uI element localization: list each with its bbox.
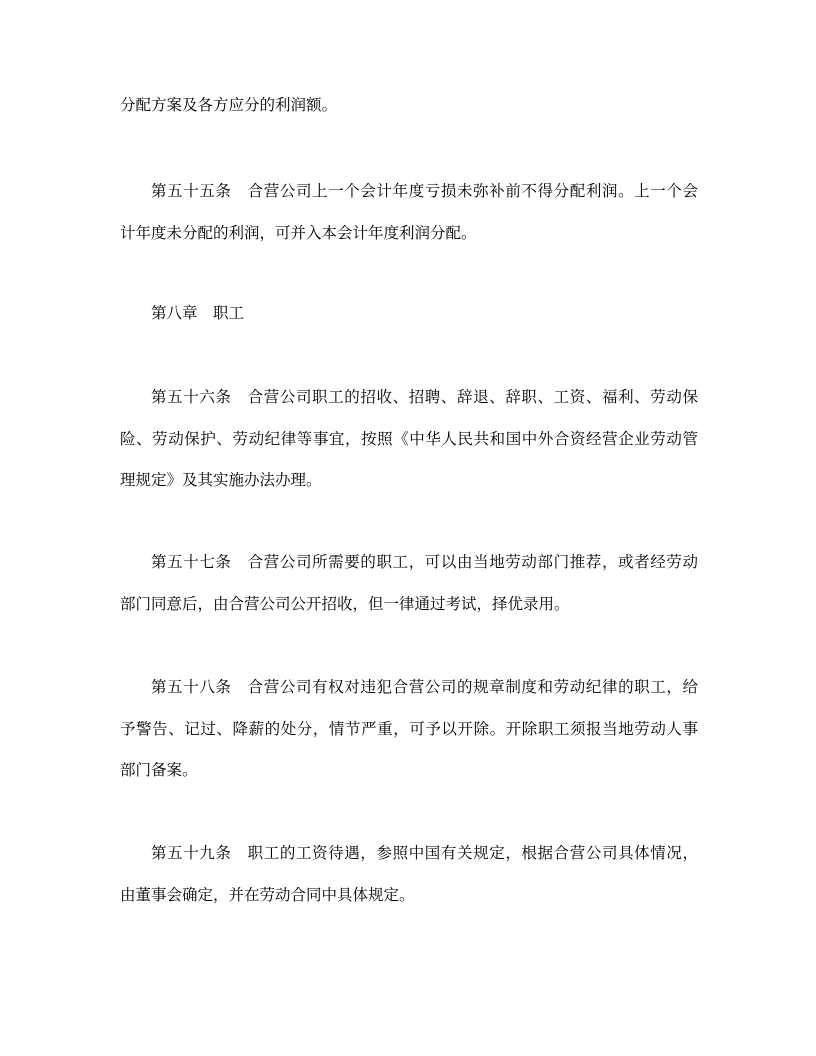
article-58-line-1: 第五十八条 合营公司有权对违犯合营公司的规章制度和劳动纪律的职工，给	[151, 678, 698, 696]
article-59-line-2: 由董事会确定，并在劳动合同中具体规定。	[120, 886, 415, 904]
article-58-line-3: 部门备案。	[120, 761, 198, 779]
article-59-line-1: 第五十九条 职工的工资待遇，参照中国有关规定，根据合营公司具体情况，	[151, 844, 698, 862]
article-57-line-2: 部门同意后，由合营公司公开招收，但一律通过考试，择优录用。	[120, 595, 570, 613]
paragraph-continuation: 分配方案及各方应分的利润额。	[120, 96, 338, 114]
article-56-line-2: 险、劳动保护、劳动纪律等事宜，按照《中华人民共和国中外合资经营企业劳动管	[120, 430, 698, 448]
article-58-line-2: 予警告、记过、降薪的处分，情节严重，可予以开除。开除职工须报当地劳动人事	[120, 720, 698, 738]
document-page	[120, 0, 698, 1056]
article-55-line-1: 第五十五条 合营公司上一个会计年度亏损未弥补前不得分配利润。上一个会	[151, 182, 698, 200]
article-56-line-1: 第五十六条 合营公司职工的招收、招聘、辞退、辞职、工资、福利、劳动保	[151, 388, 698, 406]
article-56-line-3: 理规定》及其实施办法办理。	[120, 471, 322, 489]
article-57-line-1: 第五十七条 合营公司所需要的职工，可以由当地劳动部门推荐，或者经劳动	[151, 553, 698, 571]
article-55-line-2: 计年度未分配的利润，可并入本会计年度利润分配。	[120, 224, 477, 242]
chapter-8-heading: 第八章 职工	[151, 304, 245, 322]
